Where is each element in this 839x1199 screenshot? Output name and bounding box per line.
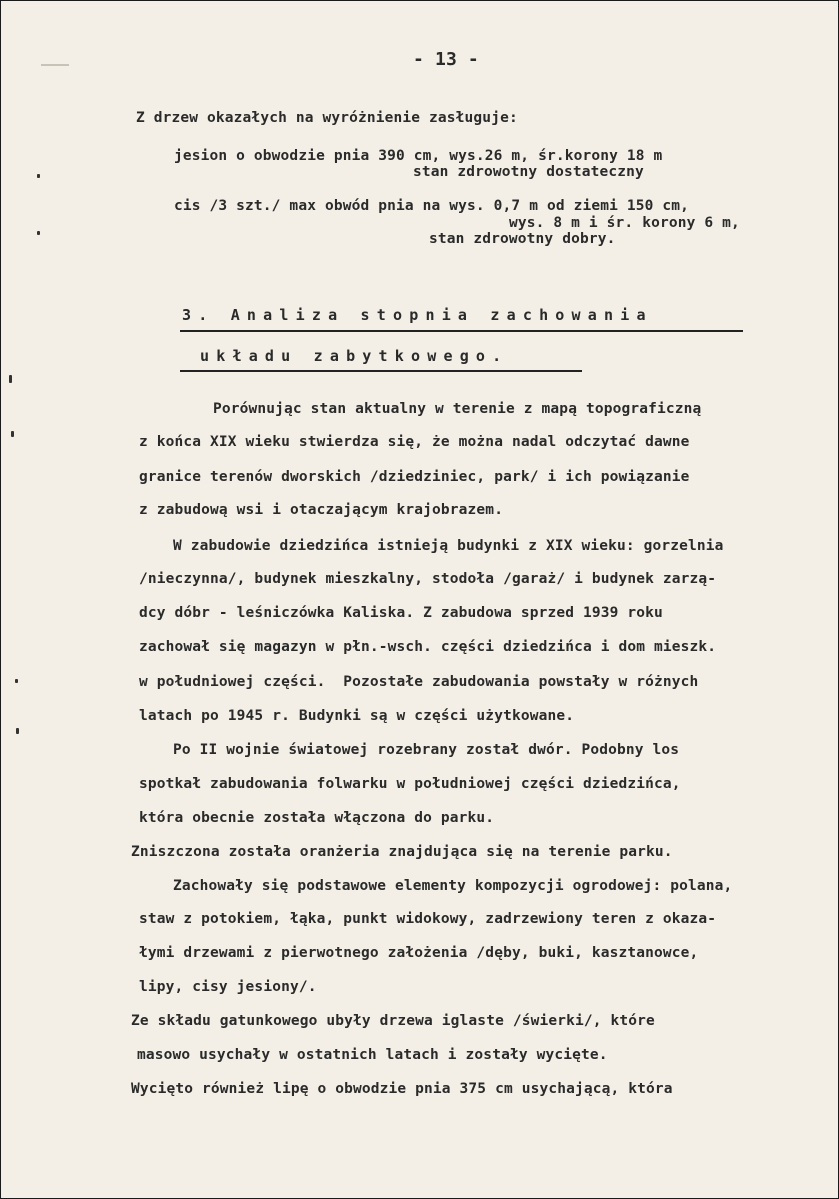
body-line: Po II wojnie światowej rozebrany został dwór. Podobny los	[173, 742, 680, 758]
scan-speck	[11, 431, 14, 437]
scan-speck	[37, 231, 40, 235]
body-line: W zabudowie dziedzińca istnieją budynki z XIX wieku: gorzelnia	[173, 538, 724, 554]
body-line: latach po 1945 r. Budynki są w części użytkowane.	[139, 708, 575, 724]
body-line: Porównując stan aktualny w terenie z mapą topograficzną	[213, 401, 702, 417]
body-line: granice terenów dworskich /dziedziniec, park/ i ich powiązanie	[139, 469, 690, 485]
body-line: Zniszczona została oranżeria znajdująca się na terenie parku.	[131, 844, 673, 860]
body-line: staw z potokiem, łąka, punkt widokowy, zadrzewiony teren z okaza-	[139, 911, 717, 927]
tree-2-line-2: wys. 8 m i śr. korony 6 m,	[509, 215, 740, 231]
body-line: w południowej części. Pozostałe zabudowania powstały w różnych	[139, 674, 699, 690]
heading-underline-2	[180, 370, 582, 372]
intro-text: Z drzew okazałych na wyróżnienie zasługuje:	[136, 110, 518, 126]
heading-underline-1	[180, 330, 743, 332]
section-heading-line-2: układu zabytkowego.	[200, 347, 509, 365]
scan-speck	[9, 375, 12, 383]
tree-2-line-3: stan zdrowotny dobry.	[429, 231, 616, 247]
scan-speck	[16, 728, 19, 734]
body-line: /nieczynna/, budynek mieszkalny, stodoła /garaż/ i budynek zarzą-	[139, 571, 717, 587]
body-line: lipy, cisy jesiony/.	[139, 979, 317, 995]
body-line: dcy dóbr - leśniczówka Kaliska. Z zabudowa sprzed 1939 roku	[139, 605, 663, 621]
section-heading-line-1: 3. Analiza stopnia zachowania	[182, 306, 653, 324]
body-line: masowo usychały w ostatnich latach i zostały wycięte.	[137, 1047, 608, 1063]
body-line: z zabudową wsi i otaczającym krajobrazem.	[139, 502, 504, 518]
tree-1-line-1: jesion o obwodzie pnia 390 cm, wys.26 m, śr.korony 18 m	[174, 148, 663, 164]
body-line: spotkał zabudowania folwarku w południowej części dziedzińca,	[139, 776, 681, 792]
scan-speck	[37, 174, 40, 178]
tree-1-line-2: stan zdrowotny dostateczny	[413, 164, 644, 180]
body-line: Ze składu gatunkowego ubyły drzewa iglaste /świerki/, które	[131, 1013, 655, 1029]
page-number: - 13 -	[413, 49, 479, 70]
body-line: która obecnie została włączona do parku.	[139, 810, 495, 826]
body-line: łymi drzewami z pierwotnego założenia /dęby, buki, kasztanowce,	[139, 945, 699, 961]
scan-smudge	[41, 64, 69, 66]
body-line: Wycięto również lipę o obwodzie pnia 375 cm usychającą, która	[131, 1081, 673, 1097]
tree-2-line-1: cis /3 szt./ max obwód pnia na wys. 0,7 m od ziemi 150 cm,	[174, 198, 690, 214]
body-line: Zachowały się podstawowe elementy kompozycji ogrodowej: polana,	[173, 878, 733, 894]
body-line: zachował się magazyn w płn.-wsch. części dziedzińca i dom mieszk.	[139, 639, 717, 655]
body-line: z końca XIX wieku stwierdza się, że można nadal odczytać dawne	[139, 434, 690, 450]
scan-speck	[15, 679, 18, 683]
